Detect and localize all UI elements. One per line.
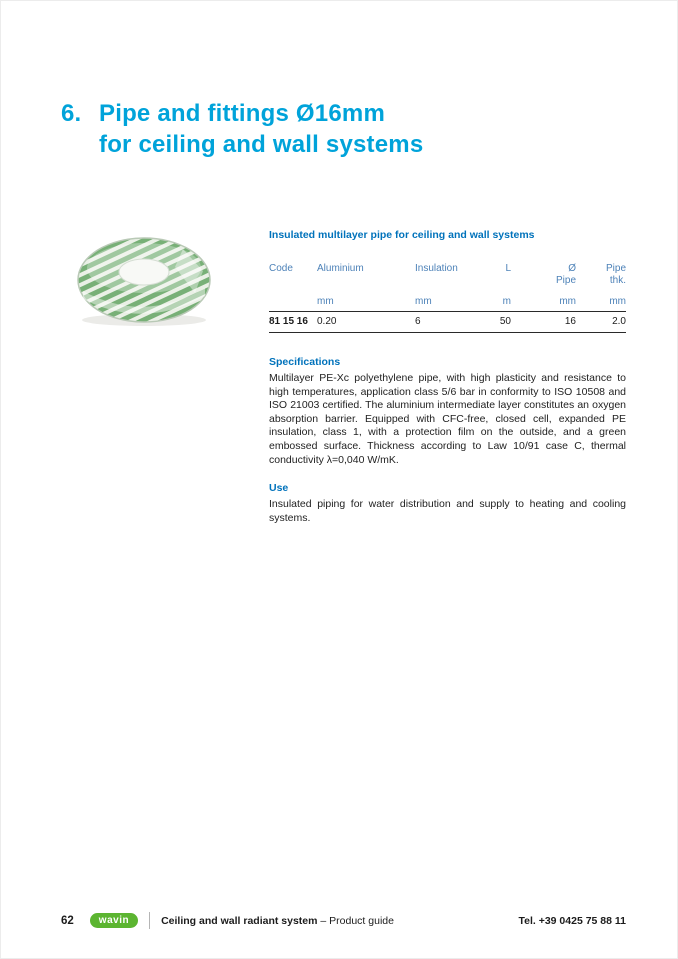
page-title [61, 98, 423, 160]
chapter-title-line1: Pipe and fittings Ø16mm [99, 100, 385, 127]
col-header-code: Code [269, 263, 293, 274]
document-title [161, 915, 394, 927]
specifications-heading: Specifications [269, 356, 341, 368]
cell-code: 81 15 16 [269, 316, 308, 327]
chapter-number: 6. [61, 100, 82, 127]
footer-divider [149, 912, 150, 929]
use-heading: Use [269, 482, 289, 495]
cell-length: 50 [499, 316, 511, 327]
product-photo-pipe-coil [73, 231, 215, 329]
table-units-row [269, 296, 626, 312]
product-table-title: Insulated multilayer pipe for ceiling and wall systems [269, 229, 535, 241]
page-number: 62 [61, 914, 74, 927]
document-title-rest: – Product guide [317, 914, 394, 927]
unit-aluminium: mm [317, 296, 334, 307]
col-header-insulation: Insulation [415, 263, 458, 274]
specifications-body: Multilayer PE-Xc polyethylene pipe, with high plasticity and resistance to high temperatures, application class 5/6 bar in conformity to ISO 10508 and ISO 21003 certified. The aluminium intermediate layer constitutes an oxygen absorption barrier. Equipped with CFC-free, closed cell, expanded PE insulation, class 1, with a protection film on the outside, and a green embossed surface. Thickness according to Law 10/91 case C, thermal conductivity λ=0,040 W/mK. [269, 372, 626, 466]
cell-aluminium: 0.20 [317, 316, 337, 327]
document-title-bold: Ceiling and wall radiant system [161, 914, 318, 927]
use-body: Insulated piping for water distribution and supply to heating and cooling systems. [269, 498, 626, 524]
product-section [269, 229, 626, 525]
col-header-length: L [505, 263, 511, 274]
table-row [269, 312, 626, 333]
wavin-logo: wavin [90, 913, 138, 928]
cell-pipe-diameter: 16 [564, 316, 576, 327]
unit-pipe-diameter: mm [559, 296, 576, 307]
unit-length: m [502, 296, 511, 307]
chapter-title [99, 98, 423, 160]
cell-pipe-thickness: 2.0 [612, 316, 626, 327]
unit-insulation: mm [415, 296, 432, 307]
col-header-pipe-diameter: Ø Pipe [555, 263, 576, 286]
contact-phone: Tel. +39 0425 75 88 11 [518, 914, 626, 927]
col-header-aluminium: Aluminium [317, 263, 364, 274]
chapter-title-line2: for ceiling and wall systems [99, 131, 424, 158]
cell-insulation: 6 [415, 316, 421, 327]
page-footer [61, 912, 626, 929]
unit-pipe-thickness: mm [609, 296, 626, 307]
unit-code [269, 296, 317, 307]
pipe-coil-illustration [73, 231, 215, 329]
col-header-pipe-thickness: Pipe thk. [605, 263, 626, 286]
table-header-row [269, 263, 626, 287]
